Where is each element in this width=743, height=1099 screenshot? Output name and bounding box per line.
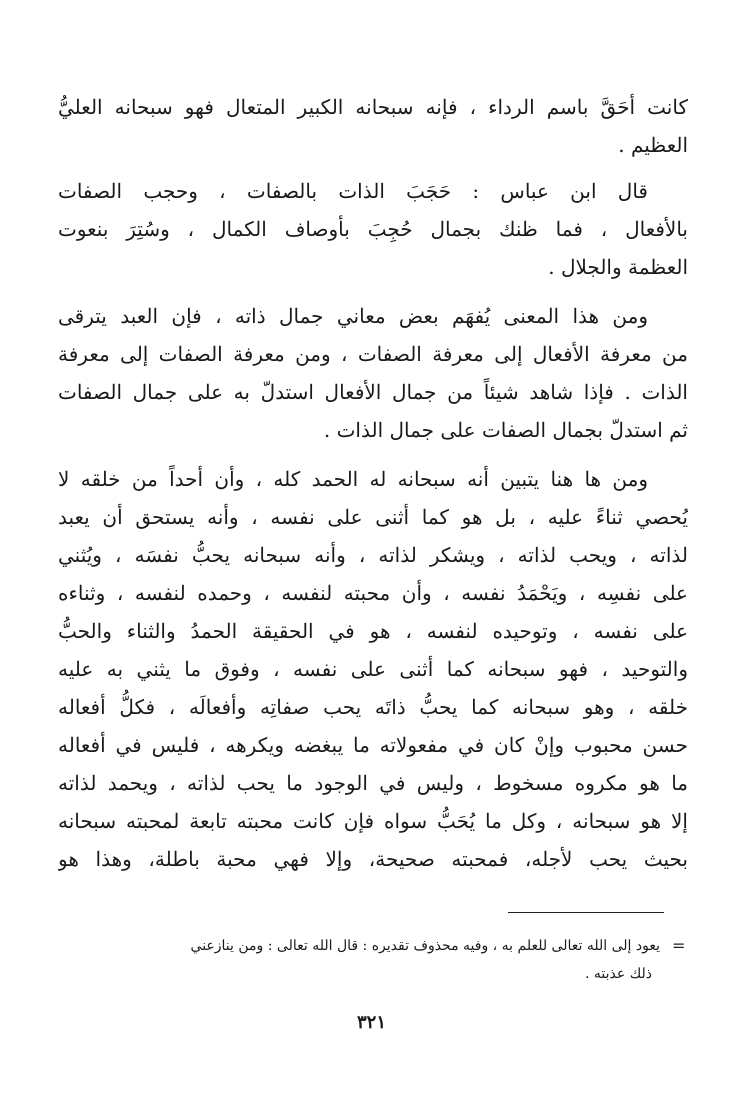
footnote-line: ذلك عذبته .: [585, 966, 652, 982]
text-line: حسن محبوب وإنْ كان في مفعولاته ما يبغضه ويكرهه ، فليس في أفعاله: [58, 733, 688, 757]
text-line: خلقه ، وهو سبحانه كما يحبُّ ذاتَه يحب صفاتِه وأفعالَه ، فكلُّ أفعاله: [58, 695, 688, 719]
text-line: بالأفعال ، فما ظنك بجمال حُجِبَ بأوصاف الكمال ، وسُتِرَ بنعوت: [58, 217, 688, 241]
page-number: ٣٢١: [356, 1012, 386, 1033]
footnote-divider: [508, 912, 664, 913]
paragraph-2: [58, 172, 688, 286]
paragraph-3: [58, 297, 688, 449]
text-line: العظيم .: [618, 133, 688, 157]
footnote-line: يعود إلى الله تعالى للعلم به ، وفيه محذوف تقديره : قال الله تعالى : ومن ينازعني: [190, 938, 660, 954]
text-line: لذاته ، ويحب لذاته ، ويشكر لذاته ، وأنه سبحانه يحبُّ نفسَه ، ويُثني: [58, 543, 688, 567]
paragraph-4: [58, 460, 688, 878]
paragraph-1: [58, 88, 688, 164]
footnote: [80, 932, 660, 988]
text-line: قال ابن عباس : حَجَبَ الذات بالصفات ، وحجب الصفات: [58, 179, 648, 203]
text-line: ومن هذا المعنى يُفهَم بعض معاني جمال ذاته ، فإن العبد يترقى: [58, 304, 648, 328]
text-line: بحيث يحب لأجله، فمحبته صحيحة، وإلا فهي محبة باطلة، وهذا هو: [58, 847, 688, 871]
text-line: ومن ها هنا يتبين أنه سبحانه له الحمد كله ، وأن أحداً من خلقه لا: [58, 467, 648, 491]
text-line: إلا هو سبحانه ، وكل ما يُحَبُّ سواه فإن كانت محبته تابعة لمحبته سبحانه: [58, 809, 688, 833]
text-line: على نفسِه ، ويَحْمَدُ نفسه ، وأن محبته لنفسه ، وحمده لنفسه ، وثناءه: [58, 581, 688, 605]
text-line: من معرفة الأفعال إلى معرفة الصفات ، ومن معرفة الصفات إلى معرفة: [58, 342, 688, 366]
text-line: ما هو مكروه مسخوط ، وليس في الوجود ما يحب لذاته ، ويحمد لذاته: [58, 771, 688, 795]
text-line: يُحصي ثناءً عليه ، بل هو كما أثنى على نفسه ، وأنه يستحق أن يعبد: [58, 505, 688, 529]
text-line: ثم استدلّ بجمال الصفات على جمال الذات .: [323, 418, 688, 442]
text-line: الذات . فإذا شاهد شيئاً من جمال الأفعال استدلّ به على جمال الصفات: [58, 380, 688, 404]
text-line: والتوحيد ، فهو سبحانه كما أثنى على نفسه ، وفوق ما يثني به عليه: [58, 657, 688, 681]
footnote-continuation-mark: =: [672, 936, 686, 955]
text-line: على نفسه ، وتوحيده لنفسه ، هو في الحقيقة الحمدُ والثناء والحبُّ: [58, 619, 688, 643]
text-line: كانت أحَقَّ باسم الرداء ، فإنه سبحانه الكبير المتعال فهو سبحانه العليُّ: [58, 95, 688, 119]
text-line: العظمة والجلال .: [548, 255, 688, 279]
